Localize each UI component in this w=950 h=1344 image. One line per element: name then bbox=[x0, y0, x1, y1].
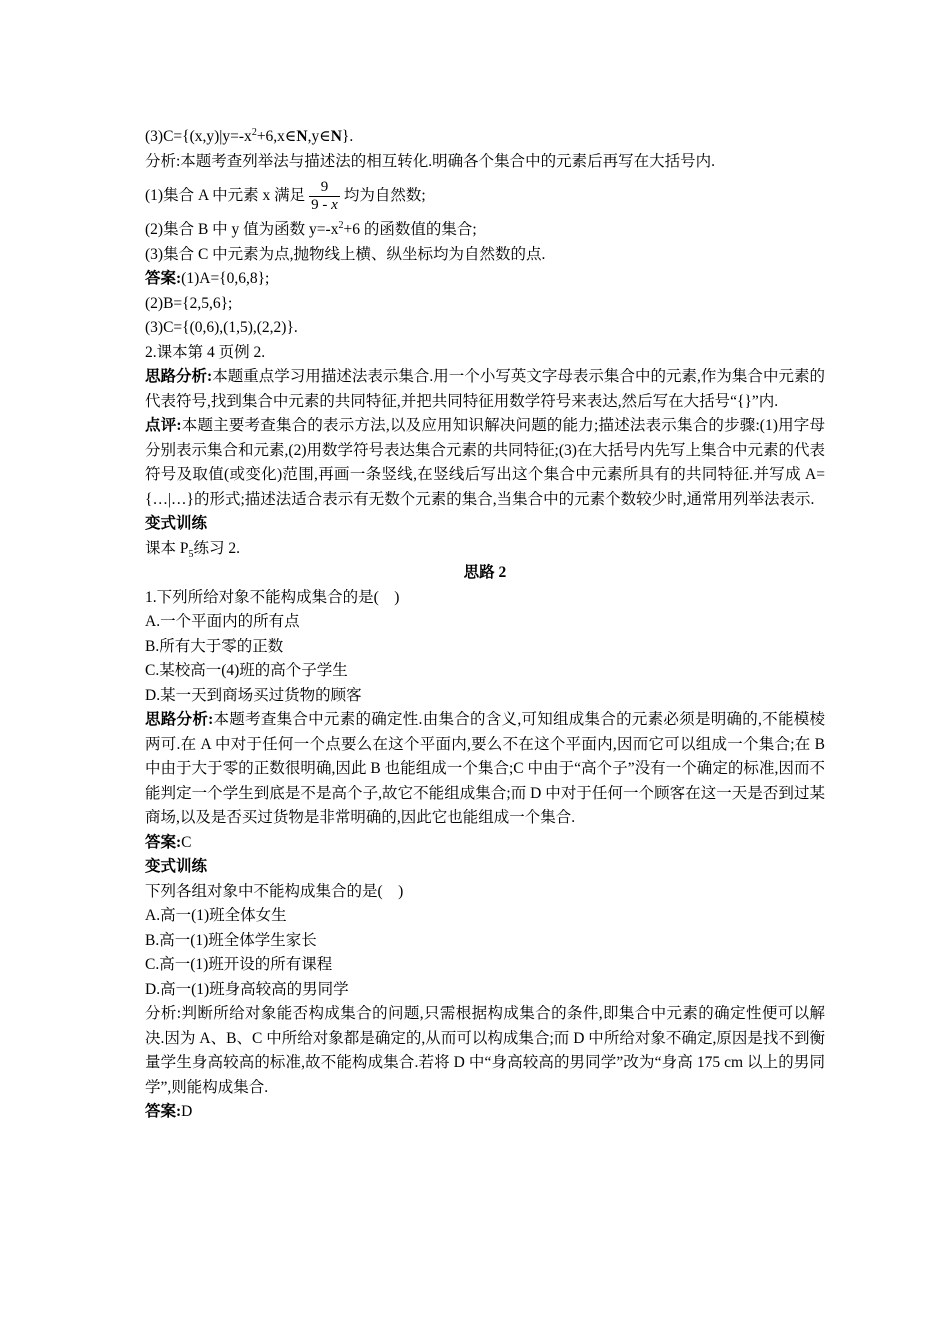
document-body bbox=[145, 125, 825, 1125]
answer-label: 答案: bbox=[145, 833, 182, 851]
fraction: $\frac{9}{9 - x}$ bbox=[311, 178, 338, 213]
example-2: 2.课本第 4 页例 2. bbox=[145, 343, 266, 361]
comment-label: 点评: bbox=[145, 417, 182, 434]
variant-question: 下列各组对象中不能构成集合的是( ) bbox=[145, 882, 404, 900]
option-b: B.所有大于零的正数 bbox=[145, 637, 284, 655]
section-heading: 思路 2 bbox=[463, 564, 507, 581]
variant-option-c: C.高一(1)班开设的所有课程 bbox=[145, 956, 333, 973]
answer-1: 答案:(1)A={0,6,8}; bbox=[145, 270, 270, 287]
option-d: D.某一天到商场买过货物的顾客 bbox=[145, 686, 362, 704]
answer-q1: 答案:C bbox=[145, 833, 192, 851]
option-c: C.某校高一(4)班的高个子学生 bbox=[145, 662, 348, 679]
answer-label: 答案: bbox=[145, 1103, 182, 1120]
set-c-definition: $(3)C=\{(x,y)|y=-x^2+6,x\in N,y\in N\}$. bbox=[145, 126, 354, 145]
answer-variant: 答案:D bbox=[145, 1103, 193, 1120]
analysis-set-a: (1)集合 A 中元素 x 满足 $\frac{9}{9 - x}$ 均为自然数; bbox=[145, 178, 426, 213]
variant-exercise-1: 课本 $P_5$练习 2. bbox=[145, 539, 241, 560]
thinking-analysis-2: 思路分析:本题考查集合中元素的确定性.由集合的含义,可知组成集合的元素必须是明确的,不能模棱两可.在 A 中对于任何一个点要么在这个平面内,要么不在这个平面内,因而它可以组成一个集合;在 B 中由于大于零的正数很明确,因此 B 也能组成一个集合;C 中由于“高个子”没有一个确定的标准,因而不能判定一个学生到底是不是高个子,故它不能组成集合;而 D 中对于任何一个顾客在这一天是否到过某商场,以及是否买过货物是非常明确的,因此它也能组成一个集合. bbox=[145, 711, 825, 826]
option-a: A.一个平面内的所有点 bbox=[145, 613, 300, 630]
thinking-label: 思路分析: bbox=[145, 368, 213, 385]
variant-analysis: 分析:判断所给对象能否构成集合的问题,只需根据构成集合的条件,即集合中元素的确定性便可以解决.因为 A、B、C 中所给对象都是确定的,从而可以构成集合;而 D 中所给对象不确定,原因是找不到衡量学生身高较高的标准,故不能构成集合.若将 D 中“身高较高的男同学”改为“身高 175 cm 以上的男同学”,则能构成集合. bbox=[145, 1005, 825, 1096]
answer-2: (2)B={2,5,6}; bbox=[145, 294, 233, 312]
analysis-set-b: (2)集合 B 中 y 值为函数 $y=-x^2+6$ 的函数值的集合; bbox=[145, 219, 477, 238]
variant-heading-1: 变式训练 bbox=[145, 515, 208, 532]
variant-option-b: B.高一(1)班全体学生家长 bbox=[145, 931, 317, 949]
variant-option-d: D.高一(1)班身高较高的男同学 bbox=[145, 980, 349, 998]
answer-label: 答案: bbox=[145, 270, 182, 287]
variant-heading-2: 变式训练 bbox=[145, 858, 208, 875]
comment: 点评:本题主要考查集合的表示方法,以及应用知识解决问题的能力;描述法表示集合的步骤:(1)用字母分别表示集合和元素,(2)用数学符号表达集合元素的共同特征;(3)在大括号内先写上集合中元素的代表符号及取值(或变化)范围,再画一条竖线,在竖线后写出这个集合中元素所具有的共同特征.并写成 A={…|…}的形式;描述法适合表示有无数个元素的集合,当集合中的元素个数较少时,通常用列举法表示. bbox=[145, 417, 825, 508]
analysis-set-c: (3)集合 C 中元素为点,抛物线上横、纵坐标均为自然数的点. bbox=[145, 245, 546, 263]
thinking-label: 思路分析: bbox=[145, 711, 214, 728]
question-1: 1.下列所给对象不能构成集合的是( ) bbox=[145, 588, 400, 606]
analysis-1: 分析:本题考查列举法与描述法的相互转化.明确各个集合中的元素后再写在大括号内. bbox=[145, 152, 716, 170]
thinking-analysis-1: 思路分析:本题重点学习用描述法表示集合.用一个小写英文字母表示集合中的元素,作为集合中元素的代表符号,找到集合中元素的共同特征,并把共同特征用数学符号来表达,然后写在大括号“{}”内. bbox=[145, 368, 825, 410]
variant-option-a: A.高一(1)班全体女生 bbox=[145, 907, 287, 924]
answer-3: (3)C={(0,6),(1,5),(2,2)}. bbox=[145, 319, 298, 336]
